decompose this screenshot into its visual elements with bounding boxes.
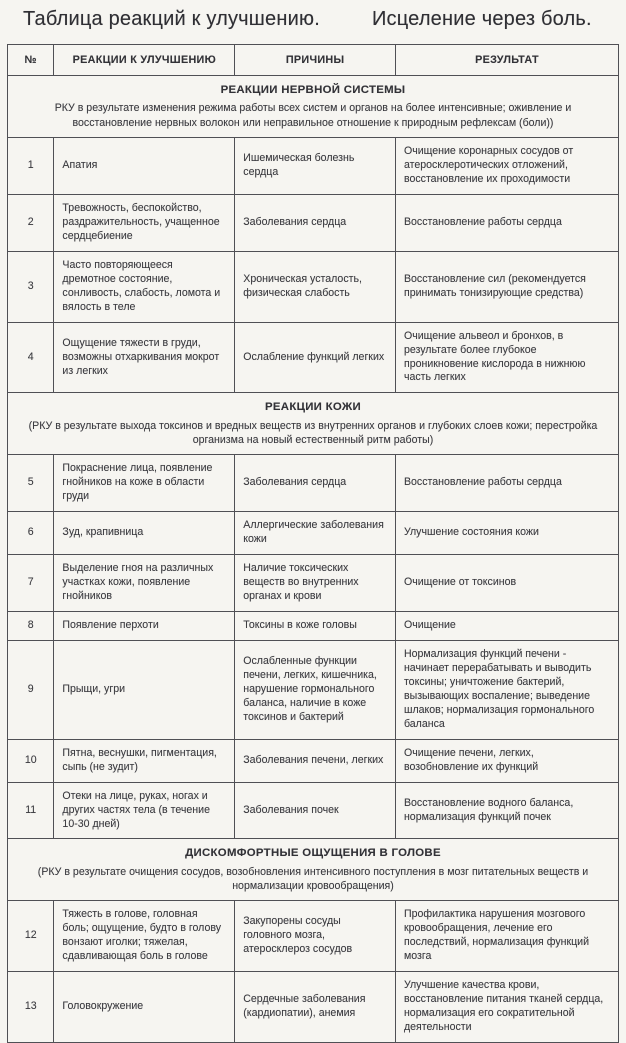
page-title [7,8,619,31]
table-row [8,322,619,393]
reaction-cell: Появление перхоти [54,611,235,640]
table-row [8,782,619,839]
reactions-table-body [8,76,619,1043]
section-title: РЕАКЦИИ НЕРВНОЙ СИСТЕМЫ [220,84,406,97]
reaction-cell: Часто повторяющееся дремотное состояние, сонливость, слабость, ломота и вялость в теле [54,251,235,322]
table-row [8,640,619,739]
cause-cell: Наличие токсических веществ во внутренних органах и крови [235,554,396,611]
document-page [7,0,619,1043]
result-cell: Очищение печени, легких, возобновление их функций [395,739,618,782]
table-row [8,455,619,512]
row-number-cell: 3 [8,251,54,322]
table-row [8,971,619,1042]
page-title-sub: Исцеление через боль. [371,8,592,30]
section-header-cell [8,839,619,901]
reaction-cell: Выделение гноя на различных участках кожи, появление гнойников [54,554,235,611]
result-cell: Очищение от токсинов [395,554,618,611]
row-number-cell: 11 [8,782,54,839]
cause-cell: Хроническая усталость, физическая слабость [235,251,396,322]
row-number-cell: 6 [8,512,54,555]
result-cell: Очищение коронарных сосудов от атеросклеротических отложений, восстановление их проходимости [395,137,618,194]
result-cell: Восстановление работы сердца [395,455,618,512]
section-header-row [8,76,619,138]
section-header-row [8,393,619,455]
section-header-cell [8,393,619,455]
result-cell: Восстановление водного баланса, нормализация функций почек [395,782,618,839]
column-header-num: № [8,45,54,76]
table-row [8,194,619,251]
section-title: ДИСКОМФОРТНЫЕ ОЩУЩЕНИЯ В ГОЛОВЕ [185,847,441,860]
section-subtitle: (РКУ в результате очищения сосудов, возобновления интенсивного поступления в мозг питательных веществ и нормализации кровообращения) [37,865,589,892]
column-header-cause: ПРИЧИНЫ [235,45,396,76]
result-cell: Улучшение качества крови, восстановление питания тканей сердца, нормализация его сократительной деятельности [395,971,618,1042]
cause-cell: Сердечные заболевания (кардиопатии), анемия [235,971,396,1042]
row-number-cell: 4 [8,322,54,393]
reaction-cell: Прыщи, угри [54,640,235,739]
row-number-cell: 13 [8,971,54,1042]
reaction-cell: Зуд, крапивница [54,512,235,555]
table-row [8,512,619,555]
result-cell: Очищение [395,611,618,640]
table-row [8,554,619,611]
reaction-cell: Головокружение [54,971,235,1042]
table-row [8,137,619,194]
cause-cell: Ослабленные функции печени, легких, кишечника, нарушение гормонального баланса, наличие в коже токсинов и бактерий [235,640,396,739]
reaction-cell: Отеки на лице, руках, ногах и других частях тела (в течение 10-30 дней) [54,782,235,839]
result-cell: Восстановление работы сердца [395,194,618,251]
row-number-cell: 10 [8,739,54,782]
cause-cell: Заболевания почек [235,782,396,839]
reactions-table [7,44,619,1043]
cause-cell: Токсины в коже головы [235,611,396,640]
cause-cell: Заболевания сердца [235,194,396,251]
cause-cell: Ослабление функций легких [235,322,396,393]
reaction-cell: Пятна, веснушки, пигментация, сыпь (не зудит) [54,739,235,782]
result-cell: Восстановление сил (рекомендуется принимать тонизирующие средства) [395,251,618,322]
section-header-cell [8,76,619,138]
result-cell: Профилактика нарушения мозгового кровообращения, лечение его последствий, нормализация функций мозга [395,901,618,972]
column-header-result: РЕЗУЛЬТАТ [395,45,618,76]
section-subtitle: РКУ в результате изменения режима работы всех систем и органов на более интенсивные; оживление и восстановление нервных волокон или неправильное отношение к природным рефлексам (боли)) [54,102,572,129]
row-number-cell: 9 [8,640,54,739]
row-number-cell: 8 [8,611,54,640]
row-number-cell: 12 [8,901,54,972]
table-row [8,739,619,782]
column-header-reaction: РЕАКЦИИ К УЛУЧШЕНИЮ [54,45,235,76]
reaction-cell: Покраснение лица, появление гнойников на коже в области груди [54,455,235,512]
reaction-cell: Апатия [54,137,235,194]
table-header-row [8,45,619,76]
reaction-cell: Ощущение тяжести в груди, возможны отхаркивания мокрот из легких [54,322,235,393]
page-title-main: Таблица реакций к улучшению. [23,8,320,30]
cause-cell: Закупорены сосуды головного мозга, атеросклероз сосудов [235,901,396,972]
cause-cell: Заболевания печени, легких [235,739,396,782]
table-row [8,251,619,322]
result-cell: Очищение альвеол и бронхов, в результате более глубокое проникновение кислорода в нижнюю часть легких [395,322,618,393]
cause-cell: Ишемическая болезнь сердца [235,137,396,194]
reaction-cell: Тяжесть в голове, головная боль; ощущение, будто в голову вонзают иголки; тяжелая, сдавливающая боль в голове [54,901,235,972]
result-cell: Улучшение состояния кожи [395,512,618,555]
table-row [8,611,619,640]
cause-cell: Заболевания сердца [235,455,396,512]
section-subtitle: (РКУ в результате выхода токсинов и вредных веществ из внутренних органов и глубоких слоев кожи; перестройка организма на новый естественный ритм работы) [28,419,598,446]
section-header-row [8,839,619,901]
section-title: РЕАКЦИИ КОЖИ [265,401,361,414]
table-row [8,901,619,972]
result-cell: Нормализация функций печени - начинает перерабатывать и выводить токсины; уничтожение бактерий, вызывающих воспаление; выведение шлаков; нормализация гормонального баланса [395,640,618,739]
row-number-cell: 5 [8,455,54,512]
row-number-cell: 7 [8,554,54,611]
cause-cell: Аллергические заболевания кожи [235,512,396,555]
reaction-cell: Тревожность, беспокойство, раздражительность, учащенное сердцебиение [54,194,235,251]
row-number-cell: 2 [8,194,54,251]
row-number-cell: 1 [8,137,54,194]
